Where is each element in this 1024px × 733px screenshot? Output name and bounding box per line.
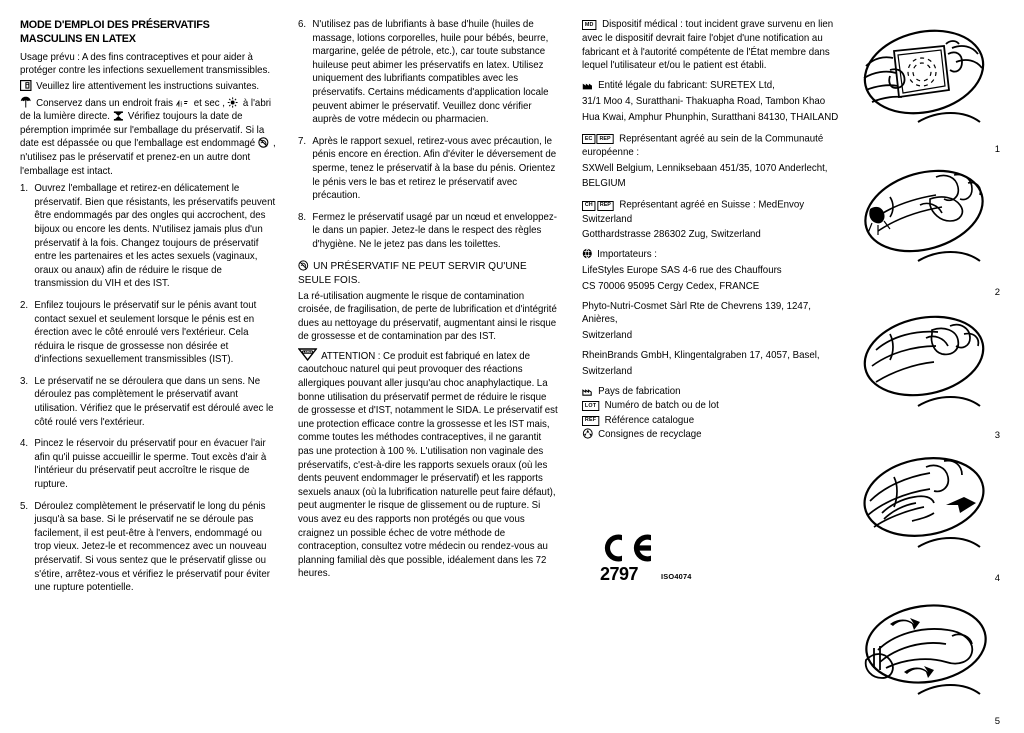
svg-text:LATEX: LATEX — [303, 350, 313, 355]
instruction-step — [298, 211, 558, 252]
manufacturer-icon — [582, 81, 594, 90]
importers-line — [582, 248, 842, 262]
ce-mark-icon — [600, 532, 652, 564]
step-number: 7. — [298, 135, 307, 147]
illustration-number: 3 — [994, 430, 1000, 441]
ec-rep-address-line-1: SXWell Belgium, Lenniksebaan 451/35, 1070 Anderlecht, — [581, 162, 828, 174]
importer-1-line-1: LifeStyles Europe SAS 4-6 rue des Chauffours — [581, 264, 782, 276]
importer-3-line-2: Switzerland — [581, 365, 632, 377]
step-number: 8. — [298, 211, 307, 223]
manufacturer-address-line-1: 31/1 Moo 4, Suratthani- Thakuapha Road, Tambon Khao — [581, 95, 825, 107]
ch-badge-rep: REP — [597, 201, 614, 211]
step-text: Déroulez complètement le préservatif le long du pénis jusqu'à sa base. Si le préservatif ne se déroule pas facilement, il est peut-être à l'envers, endommagé ou trop vieux. Jetez-le et recommencez avec un nouveau préservatif. Si vous sentez que le préservatif glisse ou s'étire, arrêtez-vous et vérifiez le préservatif pour éviter une rupture potentielle. — [34, 500, 270, 594]
importers-label: Importateurs : — [596, 249, 657, 261]
latex-warning-block — [298, 348, 558, 581]
latex-icon — [298, 348, 317, 361]
do-not-reuse-icon — [298, 260, 309, 271]
keep-dry-umbrella-icon — [20, 96, 32, 108]
md-badge: MD — [582, 20, 597, 30]
step-number: 1. — [20, 183, 29, 195]
importer-icon — [582, 248, 593, 259]
intended-use-paragraph: Usage prévu : A des fins contraceptives et pour aider à protéger contre les infections sexuellement transmissibles. — [20, 51, 271, 77]
factory-icon — [582, 387, 594, 396]
instruction-step — [20, 437, 276, 491]
step-text: Fermez le préservatif usagé par un nœud et enveloppez-le dans un papier. Jetez-le dans le respect des règles d'hygiène. Ne le jetez pas dans les toilettes. — [312, 211, 558, 250]
step-text: Après le rapport sexuel, retirez-vous avec précaution, le pénis encore en érection. Afin d'éviter le déversement de sperme, tenez le préservatif à la base du pénis. Orientez le pénis vers le bas et retirez le préservatif avec précaution. — [312, 135, 557, 202]
step-text: N'utilisez pas de lubrifiants à base d'huile (huiles de massage, lotions corporelles, huile pour bébés, beurre, margarine, gelée de pétrole, etc.), car toute substance huileuse peut abimer les préservatifs en latex. Utilisez uniquement des lubrifiants compatibles avec les préservatifs. Certains médicaments d'application locale peuvent abimer le préservatif. Veuillez donc vérifier auprès de votre médecin ou pharmacien. — [312, 19, 549, 126]
instruction-step — [298, 18, 558, 127]
symbol-country-label: Pays de fabrication — [597, 385, 681, 397]
instruction-steps-list-left — [20, 182, 286, 595]
expiry-label-part2: , n'utilisez pas le préservatif et prenez-en un autre dont l'emballage est intact. — [20, 138, 276, 177]
instruction-step — [20, 299, 276, 367]
illustration-4 — [860, 447, 1010, 590]
illustration-3 — [860, 304, 1010, 447]
manufacturer-line — [582, 79, 842, 93]
read-instructions-line — [20, 80, 276, 94]
ec-badge-rep: REP — [596, 134, 613, 144]
symbol-recycling — [582, 428, 842, 443]
column-instructions-middle — [298, 18, 581, 583]
instruction-step — [298, 135, 558, 203]
ch-rep-label: Représentant agréé en Suisse : MedEnvoy Switzerland — [581, 199, 804, 225]
damaged-package-icon — [258, 137, 269, 148]
storage-label-part2: et sec , — [193, 97, 225, 109]
step-number: 4. — [20, 438, 29, 450]
ce-notified-body-number: 2797 — [600, 564, 639, 584]
illustration-number: 5 — [994, 716, 1000, 727]
illustration-number: 2 — [994, 287, 1000, 298]
medical-device-block — [582, 18, 842, 73]
ch-badge-country: CH — [582, 201, 596, 211]
manufacturer-address-line-2: Hua Kwai, Amphur Phunphin, Suratthani 84130, THAILAND — [581, 111, 838, 123]
storage-label-part1: Conservez dans un endroit frais — [36, 97, 176, 109]
ref-icon: REF — [582, 416, 599, 426]
symbol-ref-label: Référence catalogue — [604, 414, 694, 426]
importer-3-line-1: RheinBrands GmbH, Klingentalgraben 17, 4057, Basel, — [581, 349, 820, 361]
ce-mark-block — [600, 532, 652, 583]
importer-2-line-1: Phyto-Nutri-Cosmet Sàrl Rte de Chevrens 139, 1247, Anières, — [581, 300, 811, 326]
importer-1-line-2: CS 70006 95095 Cergy Cedex, FRANCE — [581, 280, 759, 292]
keep-away-from-sunlight-icon — [228, 97, 239, 108]
symbol-recycling-label: Consignes de recyclage — [597, 429, 702, 441]
ch-rep-address: Gotthardstrasse 286302 Zug, Switzerland — [581, 229, 761, 241]
step-text: Enfilez toujours le préservatif sur le pénis avant tout contact sexuel et seulement lorsque le pénis est en érection avec le côté enroulé vers l'extérieur. Cela réduira le risque de grossesse non désirée et d'infections sexuellement transmissibles (IST). — [34, 299, 257, 366]
single-use-heading-line — [298, 260, 558, 288]
step-number: 3. — [20, 375, 29, 387]
column-instructions-left — [20, 18, 298, 603]
illustration-2 — [860, 161, 1010, 304]
step-number: 5. — [20, 500, 29, 512]
recycling-icon — [582, 428, 594, 439]
manufacturer-label: Entité légale du fabricant: SURETEX Ltd, — [597, 80, 775, 92]
page-title: MODE D'EMPLOI DES PRÉSERVATIFS MASCULINS EN LATEX — [20, 19, 210, 46]
illustration-column — [860, 18, 1010, 733]
ce-mark-area — [600, 532, 692, 583]
temperature-limit-icon — [176, 99, 189, 108]
ch-rep-line — [582, 197, 842, 226]
ec-rep-line — [582, 131, 842, 160]
illustration-number: 4 — [994, 573, 1000, 584]
step-text: Ouvrez l'emballage et retirez-en délicatement le préservatif. Bien que résistants, les préservatifs peuvent être endommagés par des ongles qui accrochent, des bijoux ou encore les dents. N'utilisez jamais plus d'un préservatif à la fois. Changez toujours de préservatif entre les partenaires et les actes sexuels (vaginaux, oraux ou anaux) afin de réduire le risque de transmission du VIH et des IST. — [34, 183, 276, 290]
illustration-5 — [860, 590, 1010, 733]
ec-rep-address-line-2: BELGIUM — [581, 178, 626, 190]
step-text: Le préservatif ne se déroulera que dans un sens. Ne déroulez pas complètement le préservatif avant utilisation. Vérifiez que le préservatif est déroulé avec le côté roulé vers l'extérieur. — [34, 375, 274, 428]
ec-rep-badge — [582, 131, 613, 145]
read-instructions-label: Veuillez lire attentivement les instructions suivantes. — [36, 81, 260, 92]
importer-2-line-2: Switzerland — [581, 330, 632, 342]
illustration-number: 1 — [994, 144, 1000, 155]
column-regulatory-info — [581, 18, 860, 584]
single-use-heading: UN PRÉSERVATIF NE PEUT SERVIR QU'UNE SEULE FOIS. — [298, 260, 528, 286]
storage-label-part3: à l'abri de la lumière directe. — [20, 97, 272, 123]
illustration-1 — [860, 18, 1010, 161]
symbol-lot-label: Numéro de batch ou de lot — [604, 400, 719, 412]
step-number: 6. — [298, 19, 307, 30]
step-text: Pincez le réservoir du préservatif pour en évacuer l'air afin qu'il puisse accueillir le sperme. Tout excès d'air à l'intérieur du préservatif peut accroître le risque de rupture. — [34, 438, 267, 491]
read-instructions-icon — [20, 80, 32, 91]
step-number: 2. — [20, 299, 29, 311]
single-use-body: La ré-utilisation augmente le risque de contamination croisée, de fragilisation, de perte de lubrification et d'intégrité dues au nettoyage du préservatif, augmentant ainsi le risque de grossesse et de contamination par des IST. — [298, 290, 558, 343]
symbol-country-of-manufacture — [582, 385, 842, 400]
symbol-catalogue-reference — [582, 414, 842, 429]
expiry-hourglass-icon — [113, 111, 124, 121]
instruction-step — [20, 182, 276, 291]
lot-icon: LOT — [582, 401, 599, 411]
latex-warning-text: ATTENTION : Ce produit est fabriqué en latex de caoutchouc naturel qui peut provoquer des réactions allergiques pouvant aller jusqu'au choc anaphylactique. La bonne utilisation du préservatif permet de réduire le risque de grossesse et d'IST, notamment le SIDA. Le préservatif est une protection efficace contre la grossesse et les IST mais, comme toutes les méthodes contraceptives, il ne garantit pas une protection à 100 %. L'utilisation non vaginale des préservatifs, c'est-à-dire les rapports sexuels oraux (où les dents peuvent endommager le préservatif) et les rapports sexuels anaux (où la lubrification naturelle peut faire défaut), peut augmenter le risque de glissement ou de rupture. Si vous avez eu des rapports non protégés ou que vous craignez un possible échec de votre méthode de contraception, consultez votre médecin ou rendez-vous au planning familial dès que possible, idéalement dans les 72 heures. — [298, 350, 559, 580]
instruction-step — [20, 500, 276, 595]
symbol-lot-number — [582, 399, 842, 414]
storage-line — [20, 96, 276, 179]
instruction-steps-list-middle — [298, 18, 569, 252]
ec-badge-country: EC — [582, 134, 595, 144]
expiry-label-part1: Vérifiez toujours la date de péremption imprimée sur l'emballage du préservatif. Si la date est dépassée ou que l'emballage est endommagé — [20, 111, 265, 150]
ch-rep-badge — [582, 197, 614, 211]
instruction-step — [20, 375, 276, 429]
medical-device-text: Dispositif médical : tout incident grave survenu en lien avec le dispositif devrait faire l'objet d'une notification au fabricant et à l'autorité compétente de l'État membre dans lequel l'utilisateur et/ou le patient est établi. — [581, 19, 833, 72]
ec-rep-label: Représentant agréé au sein de la Communauté européenne : — [581, 133, 823, 158]
iso-standard-label: ISO4074 — [661, 572, 692, 581]
